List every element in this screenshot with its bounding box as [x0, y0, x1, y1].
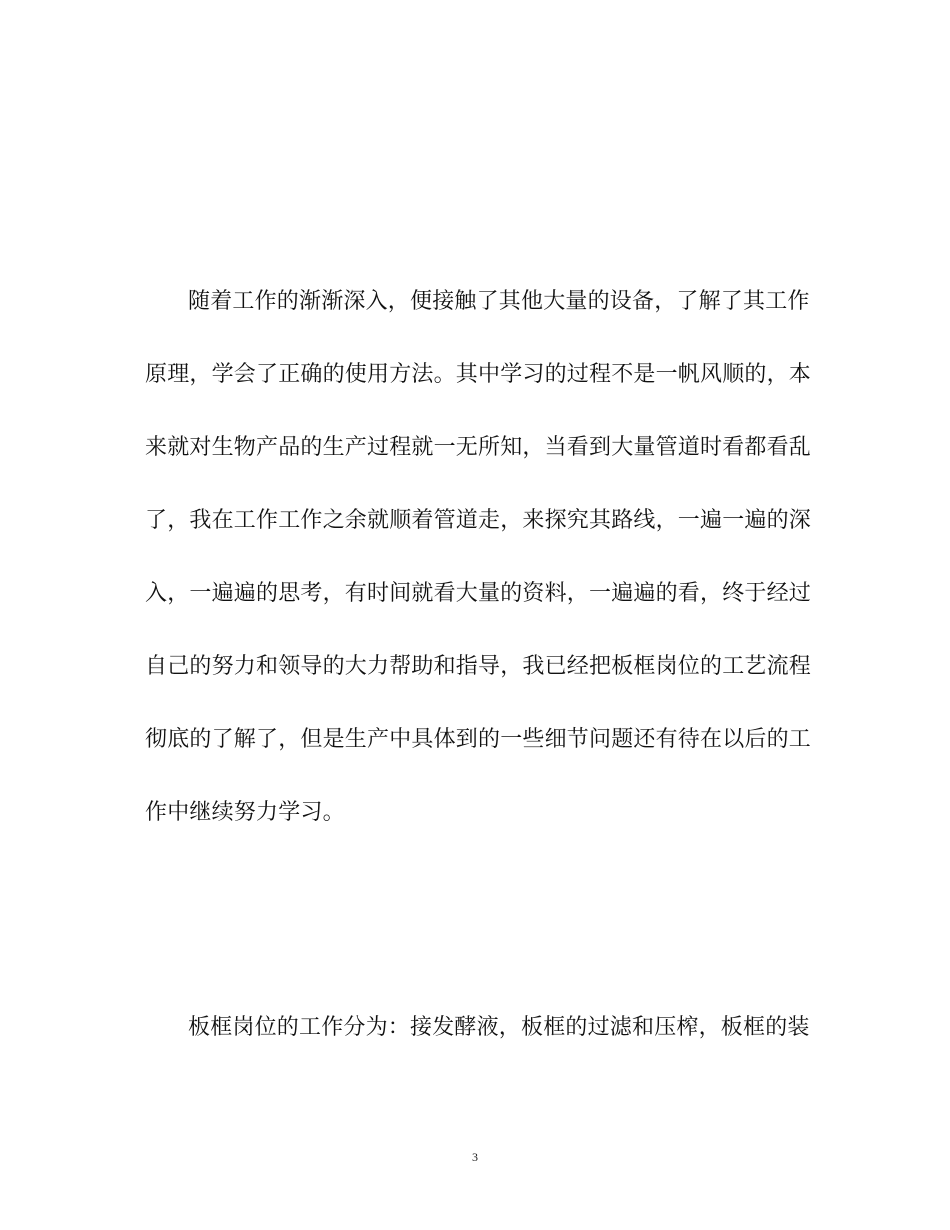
paragraph-2 — [145, 1013, 810, 1086]
paragraph-1-line-2: 原理，学会了正确的使用方法。其中学习的过程不是一帆风顺的，本 — [145, 362, 812, 387]
page-number: 3 — [472, 1150, 478, 1164]
paragraph-1-line-6: 自己的努力和领导的大力帮助和指导，我已经把板框岗位的工艺流程 — [145, 654, 812, 679]
paragraph-1-line-3: 来就对生物产品的生产过程就一无所知，当看到大量管道时看都看乱 — [145, 435, 812, 460]
paragraph-1-line-4: 了，我在工作工作之余就顺着管道走，来探究其路线，一遍一遍的深 — [145, 508, 812, 533]
paragraph-1-line-1: 随着工作的渐渐深入，便接触了其他大量的设备，了解了其工作 — [188, 289, 810, 314]
paragraph-1-line-5: 入，一遍遍的思考，有时间就看大量的资料，一遍遍的看，终于经过 — [145, 581, 812, 606]
paragraph-1-line-8: 作中继续努力学习。 — [145, 800, 345, 825]
paragraph-1 — [145, 287, 812, 871]
paragraph-2-line-1: 板框岗位的工作分为：接发酵液，板框的过滤和压榨，板框的装 — [188, 1015, 810, 1040]
paragraph-1-line-7: 彻底的了解了，但是生产中具体到的一些细节问题还有待在以后的工 — [145, 727, 812, 752]
